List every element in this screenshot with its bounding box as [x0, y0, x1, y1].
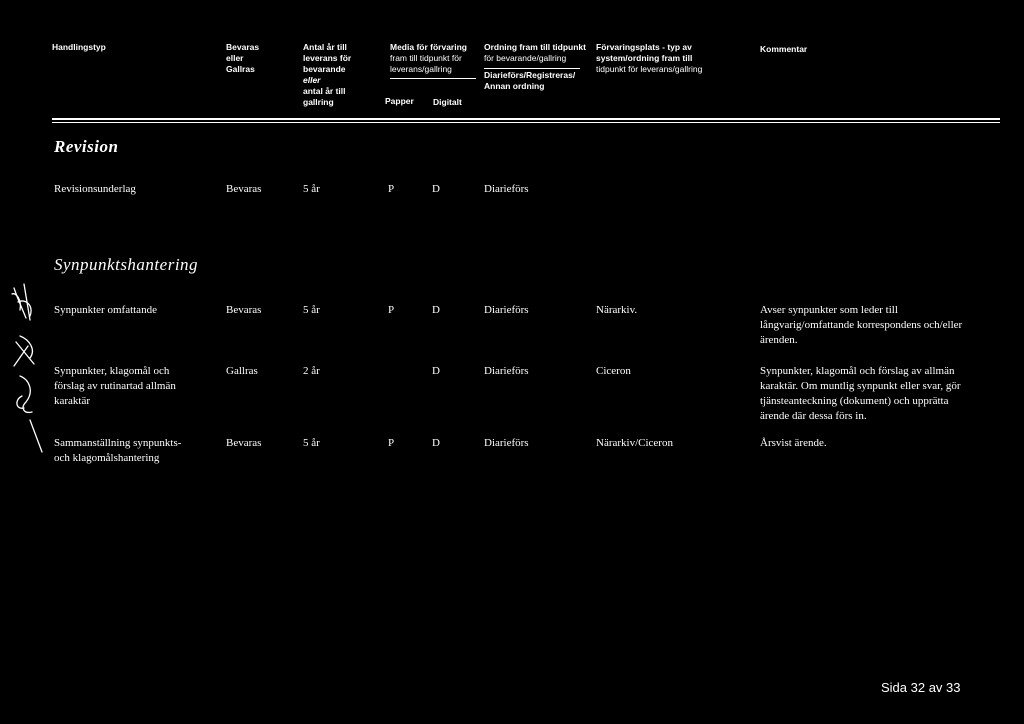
cell-ordning: Diarieförs	[484, 365, 529, 377]
cell-plats: Närarkiv/Ciceron	[596, 437, 673, 449]
header-antal-ar: Antal år till leverans för bevarande eller antal år till gallring	[303, 42, 352, 107]
cell-antal: 2 år	[303, 365, 320, 377]
cell-kommentar: Avser synpunkter som leder till långvarig/omfattande korrespondens och/eller ärenden.	[760, 304, 963, 346]
header-rule	[52, 118, 1000, 120]
section-title-revision: Revision	[54, 137, 119, 156]
cell-bevaras: Bevaras	[226, 304, 262, 316]
cell-papper: P	[388, 304, 395, 316]
cell-bevaras: Gallras	[226, 365, 258, 377]
cell-plats: Ciceron	[596, 365, 631, 377]
ordning-divider	[484, 68, 580, 69]
cell-papper: P	[388, 437, 395, 449]
cell-handlingstyp: Sammanställning synpunkts- och klagomålshantering	[54, 437, 182, 464]
cell-bevaras: Bevaras	[226, 437, 262, 449]
media-divider	[390, 78, 476, 79]
header-media: Media för förvaring fram till tidpunkt för leverans/gallring	[390, 42, 467, 74]
cell-ordning: Diarieförs	[484, 304, 529, 316]
header-digitalt: Digitalt	[433, 97, 462, 107]
header-kommentar: Kommentar	[760, 44, 808, 54]
handwritten-signature	[0, 280, 48, 460]
cell-bevaras: Bevaras	[226, 183, 262, 195]
cell-digitalt: D	[432, 183, 440, 195]
cell-kommentar: Årsvist ärende.	[760, 437, 827, 449]
cell-handlingstyp: Synpunkter omfattande	[54, 304, 157, 316]
cell-handlingstyp: Revisionsunderlag	[54, 183, 136, 195]
cell-handlingstyp: Synpunkter, klagomål och förslag av rutinartad allmän karaktär	[54, 365, 176, 407]
cell-plats: Närarkiv.	[596, 304, 638, 316]
header-ordning: Ordning fram till tidpunkt för bevarande/gallring Diarieförs/Registreras/ Annan ordning	[484, 42, 586, 91]
cell-antal: 5 år	[303, 437, 320, 449]
header-bevaras: Bevaras eller Gallras	[226, 42, 260, 74]
page-number: Sida 32 av 33	[881, 680, 961, 695]
cell-digitalt: D	[432, 437, 440, 449]
cell-papper: P	[388, 183, 395, 195]
cell-digitalt: D	[432, 365, 440, 377]
header-handlingstyp: Handlingstyp	[52, 42, 106, 52]
cell-ordning: Diarieförs	[484, 437, 529, 449]
cell-antal: 5 år	[303, 304, 320, 316]
header-rule-thin	[52, 122, 1000, 123]
header-forvaringsplats: Förvaringsplats - typ av system/ordning fram till tidpunkt för leverans/gallring	[596, 42, 703, 74]
cell-kommentar: Synpunkter, klagomål och förslag av allmän karaktär. Om muntlig synpunkt eller svar, gör tjänsteanteckning (dokument) och upprätta ärende där dessa förs in.	[760, 365, 961, 422]
cell-ordning: Diarieförs	[484, 183, 529, 195]
header-papper: Papper	[385, 96, 414, 106]
section-title-synpunktshantering: Synpunktshantering	[54, 255, 199, 274]
cell-antal: 5 år	[303, 183, 320, 195]
cell-digitalt: D	[432, 304, 440, 316]
